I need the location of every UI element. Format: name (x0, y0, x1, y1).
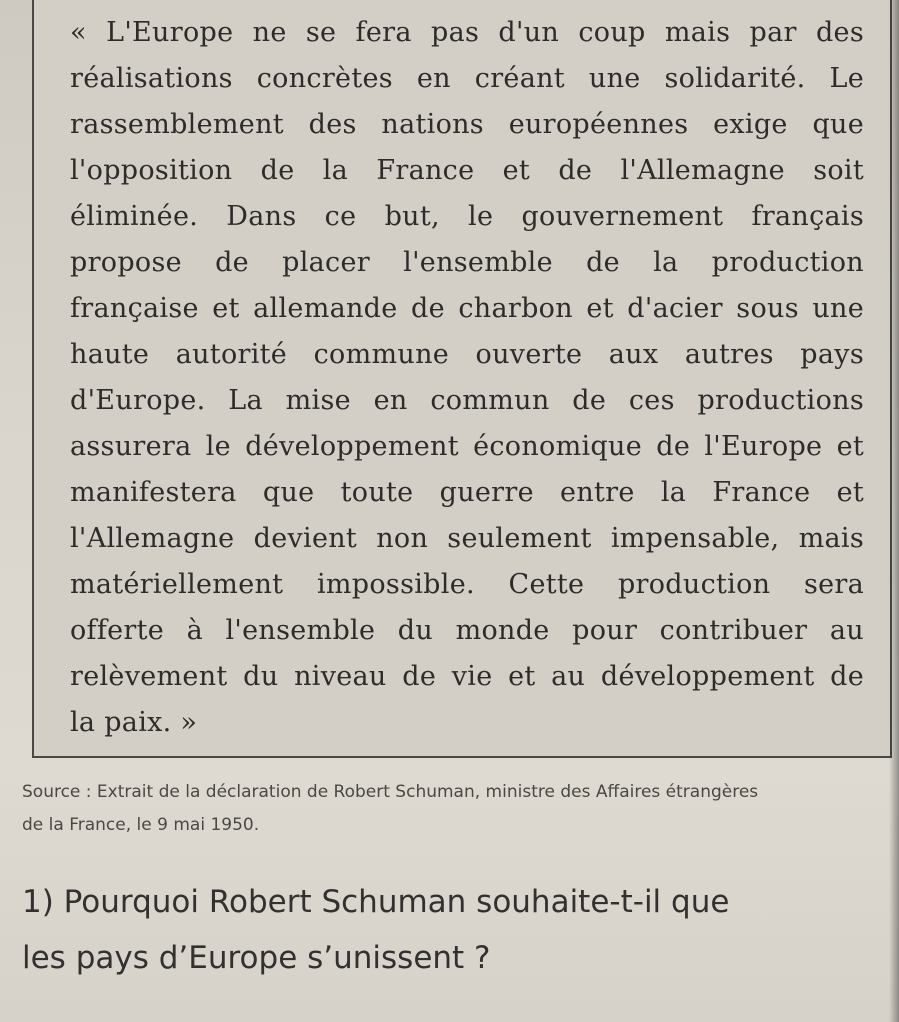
quote-line-9: d'Europe. La mise en commun de ces productions (70, 385, 864, 416)
quote-line-16: la paix. » (70, 707, 198, 738)
quote-line-2: réalisations concrètes en créant une solidarité. Le (70, 63, 864, 94)
question-1 (22, 874, 892, 986)
page-edge-shadow (889, 0, 899, 1022)
quote-line-10: assurera le développement économique de l'Europe et (70, 431, 864, 462)
quote-line-14: offerte à l'ensemble du monde pour contribuer au (70, 615, 864, 646)
quote-line-4: l'opposition de la France et de l'Allemagne soit (70, 155, 864, 186)
source-citation (22, 776, 892, 842)
source-line-1: Source : Extrait de la déclaration de Robert Schuman, ministre des Affaires étrangères (22, 782, 759, 802)
quote-line-8: haute autorité commune ouverte aux autres pays (70, 339, 864, 370)
question-line-1: 1) Pourquoi Robert Schuman souhaite-t-il que (22, 884, 730, 920)
quote-line-3: rassemblement des nations européennes exige que (70, 109, 864, 140)
quote-line-7: française et allemande de charbon et d'acier sous une (70, 293, 864, 324)
quote-box (32, 0, 892, 758)
quote-line-13: matériellement impossible. Cette production sera (70, 569, 864, 600)
question-line-2: les pays d’Europe s’unissent ? (22, 940, 491, 976)
quote-line-11: manifestera que toute guerre entre la France et (70, 477, 864, 508)
quote-line-6: propose de placer l'ensemble de la production (70, 247, 864, 278)
source-line-2: de la France, le 9 mai 1950. (22, 815, 260, 835)
quote-line-1: « L'Europe ne se fera pas d'un coup mais par des (70, 17, 864, 48)
quote-line-5: éliminée. Dans ce but, le gouvernement français (70, 201, 864, 232)
quote-line-15: relèvement du niveau de vie et au développement de (70, 661, 864, 692)
quote-line-12: l'Allemagne devient non seulement impensable, mais (70, 523, 864, 554)
